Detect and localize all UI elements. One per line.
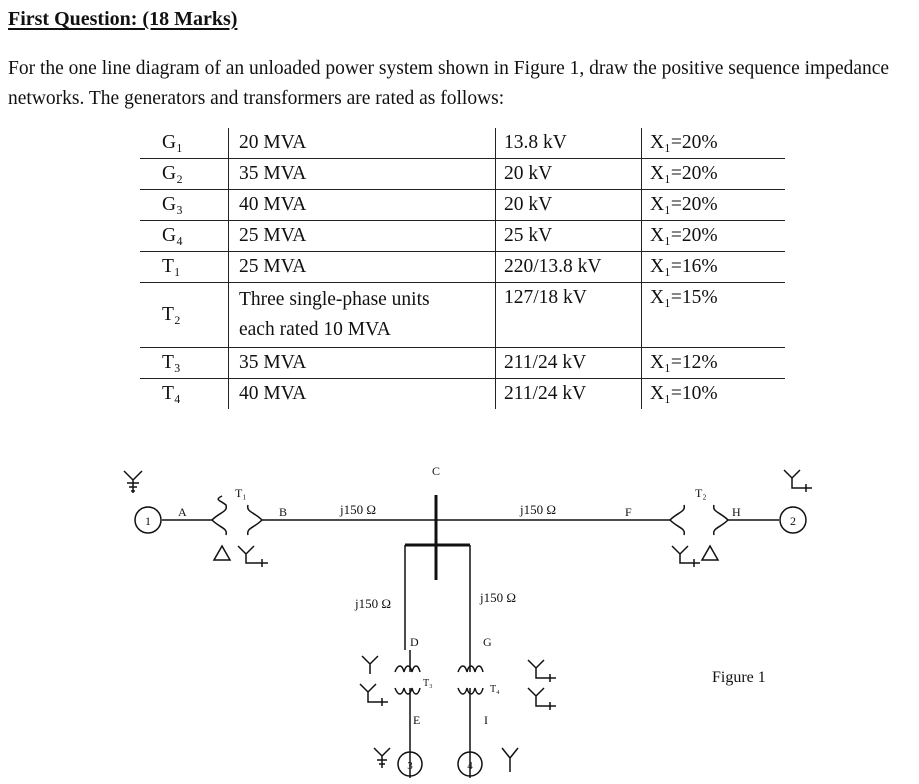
reactance-rating: X₁=16% (642, 252, 786, 283)
t4-label: T₄ (490, 684, 500, 695)
equipment-name: G₁ (140, 128, 229, 159)
bus-h-label: H (732, 505, 741, 519)
equipment-name: T₁ (140, 252, 229, 283)
transformer-t2 (670, 505, 728, 535)
table-row (140, 283, 785, 348)
mva-rating: 40 MVA (229, 190, 496, 221)
transformer-t4 (458, 650, 483, 778)
table-row (140, 190, 785, 221)
line-cg-label: j150 Ω (480, 590, 517, 605)
mva-rating: 40 MVA (239, 383, 307, 404)
wye-grounded-icon (360, 684, 388, 706)
mva-rating: 25 MVA (229, 221, 496, 252)
mva-rating: 20 MVA (229, 128, 496, 159)
reactance-rating: X₁=20% (642, 190, 786, 221)
wye-grounded-icon (374, 748, 390, 768)
equipment-name: T₃ (140, 348, 229, 379)
mva-rating: 35 MVA (229, 348, 496, 379)
bus-f-label: F (625, 505, 632, 519)
mva-rating-line-1: Three single-phase units (239, 289, 430, 310)
ratings-table (140, 128, 785, 409)
bus-e-label: E (413, 713, 421, 727)
bus-a-label: A (178, 505, 187, 519)
line-bc-label: j150 Ω (340, 502, 377, 517)
wye-grounded-icon (124, 471, 142, 493)
bus-i-label: I (484, 713, 488, 727)
reactance-rating: X₁=20% (642, 159, 786, 190)
table-row (140, 221, 785, 252)
equipment-name: T₂ (140, 283, 229, 348)
transformer-t1 (212, 496, 262, 535)
generator-2-label: 2 (790, 514, 796, 528)
reactance-rating: X₁=12% (642, 348, 786, 379)
line-cd-label: j150 Ω (355, 596, 392, 611)
bus-d-label: D (410, 635, 419, 649)
question-heading: First Question: (18 Marks) (8, 8, 238, 30)
table-row (140, 252, 785, 283)
wye-grounded-icon (238, 546, 268, 567)
kv-rating: 211/24 kV (496, 379, 642, 410)
bus-c-label: C (432, 464, 441, 478)
wye-grounded-icon (784, 470, 812, 492)
reactance-rating: X₁=20% (642, 128, 786, 159)
delta-icon (214, 546, 230, 560)
mva-rating: 25 MVA (229, 252, 496, 283)
t2-label: T₂ (695, 486, 707, 500)
kv-rating: 20 kV (496, 190, 642, 221)
wye-icon (362, 656, 378, 674)
equipment-name: G₂ (140, 159, 229, 190)
mva-rating (229, 283, 496, 348)
kv-rating: 13.8 kV (496, 128, 642, 159)
wye-icon (502, 748, 518, 772)
table-row (140, 348, 785, 379)
kv-rating: 25 kV (496, 221, 642, 252)
generator-4-label: 4 (467, 760, 473, 772)
kv-rating: 20 kV (496, 159, 642, 190)
question-intro: For the one line diagram of an unloaded power system shown in Figure 1, draw the positive sequence impedance networks. The generators and transformers are rated as follows: (8, 58, 890, 109)
t1-label: T₁ (235, 486, 247, 500)
mva-rating: 35 MVA (229, 159, 496, 190)
equipment-name: T₄ (140, 379, 229, 410)
kv-rating: 211/24 kV (496, 348, 642, 379)
table-row (140, 379, 785, 410)
reactance-rating: X₁=15% (642, 283, 786, 348)
equipment-name: G₄ (140, 221, 229, 252)
t3-label: T₃ (423, 678, 433, 689)
table-row (140, 159, 785, 190)
mva-rating-line-2: each rated 10 MVA (239, 319, 391, 340)
generator-1-label: 1 (145, 514, 151, 528)
generator-3-label: 3 (407, 760, 413, 772)
bus-g-label: G (483, 635, 492, 649)
kv-rating: 220/13.8 kV (496, 252, 642, 283)
table-row (140, 128, 785, 159)
bus-b-label: B (279, 505, 288, 519)
figure-caption: Figure 1 (712, 669, 766, 686)
kv-rating: 127/18 kV (496, 283, 642, 348)
line-cf-label: j150 Ω (520, 502, 557, 517)
one-line-diagram (0, 440, 919, 784)
wye-grounded-icon (528, 688, 556, 710)
delta-icon (702, 546, 718, 560)
reactance-rating: X₁=10% (642, 379, 786, 410)
reactance-rating: X₁=20% (642, 221, 786, 252)
wye-grounded-icon (528, 660, 556, 682)
equipment-name: G₃ (140, 190, 229, 221)
wye-grounded-icon (672, 546, 700, 567)
